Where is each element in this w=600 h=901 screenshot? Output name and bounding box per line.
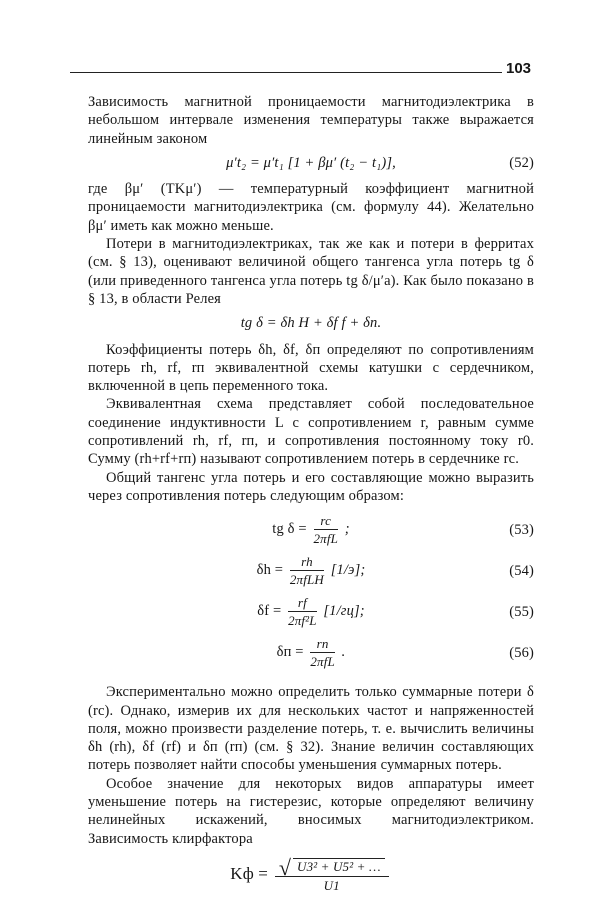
fraction-denominator: 2πf²L [288, 613, 317, 629]
equation-text: μ′t₂ = μ′t₁ [1 + βμ′ (t₂ − t₁)], [226, 154, 396, 171]
fraction-numerator: rc [314, 513, 338, 530]
equation-number: (52) [509, 154, 534, 171]
equation-56 [88, 636, 534, 669]
fraction [290, 554, 324, 587]
paragraph: Экспериментально можно определить только суммарные потери δ (rc). Однако, измерив их для нескольких частот и напряженностей поля, можно произвести разделение потерь, т. е. вычислить величины δh (rh), δf (rf) и δп (rп) (см. § 32). Знание величин составляющих потерь позволяет найти способы уменьшения суммарных потерь. [88, 684, 534, 774]
fraction-numerator: rf [288, 595, 317, 612]
radicand: U3² + U5² + … [293, 858, 385, 874]
equation-lhs: δh = [256, 562, 284, 579]
paragraph: Потери в магнитодиэлектриках, так же как и потери в ферритах (см. § 13), оценивают величиной общего тангенса угла потерь tg δ (или приведенного тангенса угла потерь tg δ/μ′а). Как было показано в § 13, в области Релея [88, 236, 534, 307]
fraction [288, 595, 317, 628]
equation-52 [88, 154, 534, 172]
fraction-denominator: U1 [323, 877, 340, 893]
fraction-numerator: rh [290, 554, 324, 571]
equation-tail: ; [344, 521, 350, 538]
fraction [310, 636, 334, 669]
equation-clipping-factor [88, 854, 534, 893]
page-number: 103 [506, 60, 532, 77]
equation-rayleigh [88, 314, 534, 332]
equation-text: tg δ = δh H + δf f + δп. [240, 315, 382, 332]
paragraph: Коэффициенты потерь δh, δf, δп определяют по сопротивлениям потерь rh, rf, rп эквивалентной схемы катушки с сердечником, включенной в цепь переменного тока. [88, 341, 534, 395]
equation-55 [88, 595, 534, 628]
paragraph: Общий тангенс угла потерь и его составляющие можно выразить через сопротивления потерь следующим образом: [88, 469, 534, 504]
equation-number: (53) [509, 521, 534, 538]
equation-54 [88, 554, 534, 587]
page-body [88, 93, 534, 901]
equation-tail: [1/гц]; [323, 603, 365, 620]
paragraph: Особое значение для некоторых видов аппаратуры имеет уменьшение потерь на гистерезис, которые определяют величину нелинейных искажений, вносимых магнитодиэлектриком. Зависимость клирфактора [88, 775, 534, 847]
fraction-denominator: 2πfLH [289, 572, 324, 588]
fraction [275, 854, 389, 893]
fraction-denominator: 2πfL [310, 654, 335, 670]
fraction-numerator [275, 854, 389, 880]
equation-number: (55) [509, 603, 534, 620]
equation-number: (56) [509, 644, 534, 661]
header-rule [70, 72, 502, 73]
sqrt-sign: √ [278, 854, 292, 880]
equation-number: (54) [509, 562, 534, 579]
paragraph: Эквивалентная схема представляет собой последовательное соединение индуктивности L с сопротивлением r, равным сумме сопротивлений rh, rf, rп, и сопротивления постоянному току r0. Сумму (rh+rf+rп) называют сопротивлением потерь в сердечнике rc. [88, 396, 534, 468]
equation-lhs: tg δ = [272, 521, 307, 538]
paragraph: где βμ′ (TKμ′) — температурный коэффициент магнитной проницаемости магнитодиэлектрика (см. формулу 44). Желательно βμ′ иметь как можно меньше. [88, 181, 534, 234]
fraction-numerator: rп [310, 636, 334, 653]
equation-53 [88, 513, 534, 546]
equation-lhs: δп = [276, 644, 304, 661]
fraction [314, 513, 338, 546]
equation-tail: [1/э]; [330, 562, 366, 579]
fraction-denominator: 2πfL [313, 531, 338, 547]
equation-lhs: δf = [257, 603, 282, 620]
equation-lhs: Kф = [230, 863, 269, 883]
paragraph: Зависимость магнитной проницаемости магнитодиэлектрика в небольшом интервале изменения температуры также выражается линейным законом [88, 94, 534, 147]
equation-tail: . [341, 644, 346, 661]
